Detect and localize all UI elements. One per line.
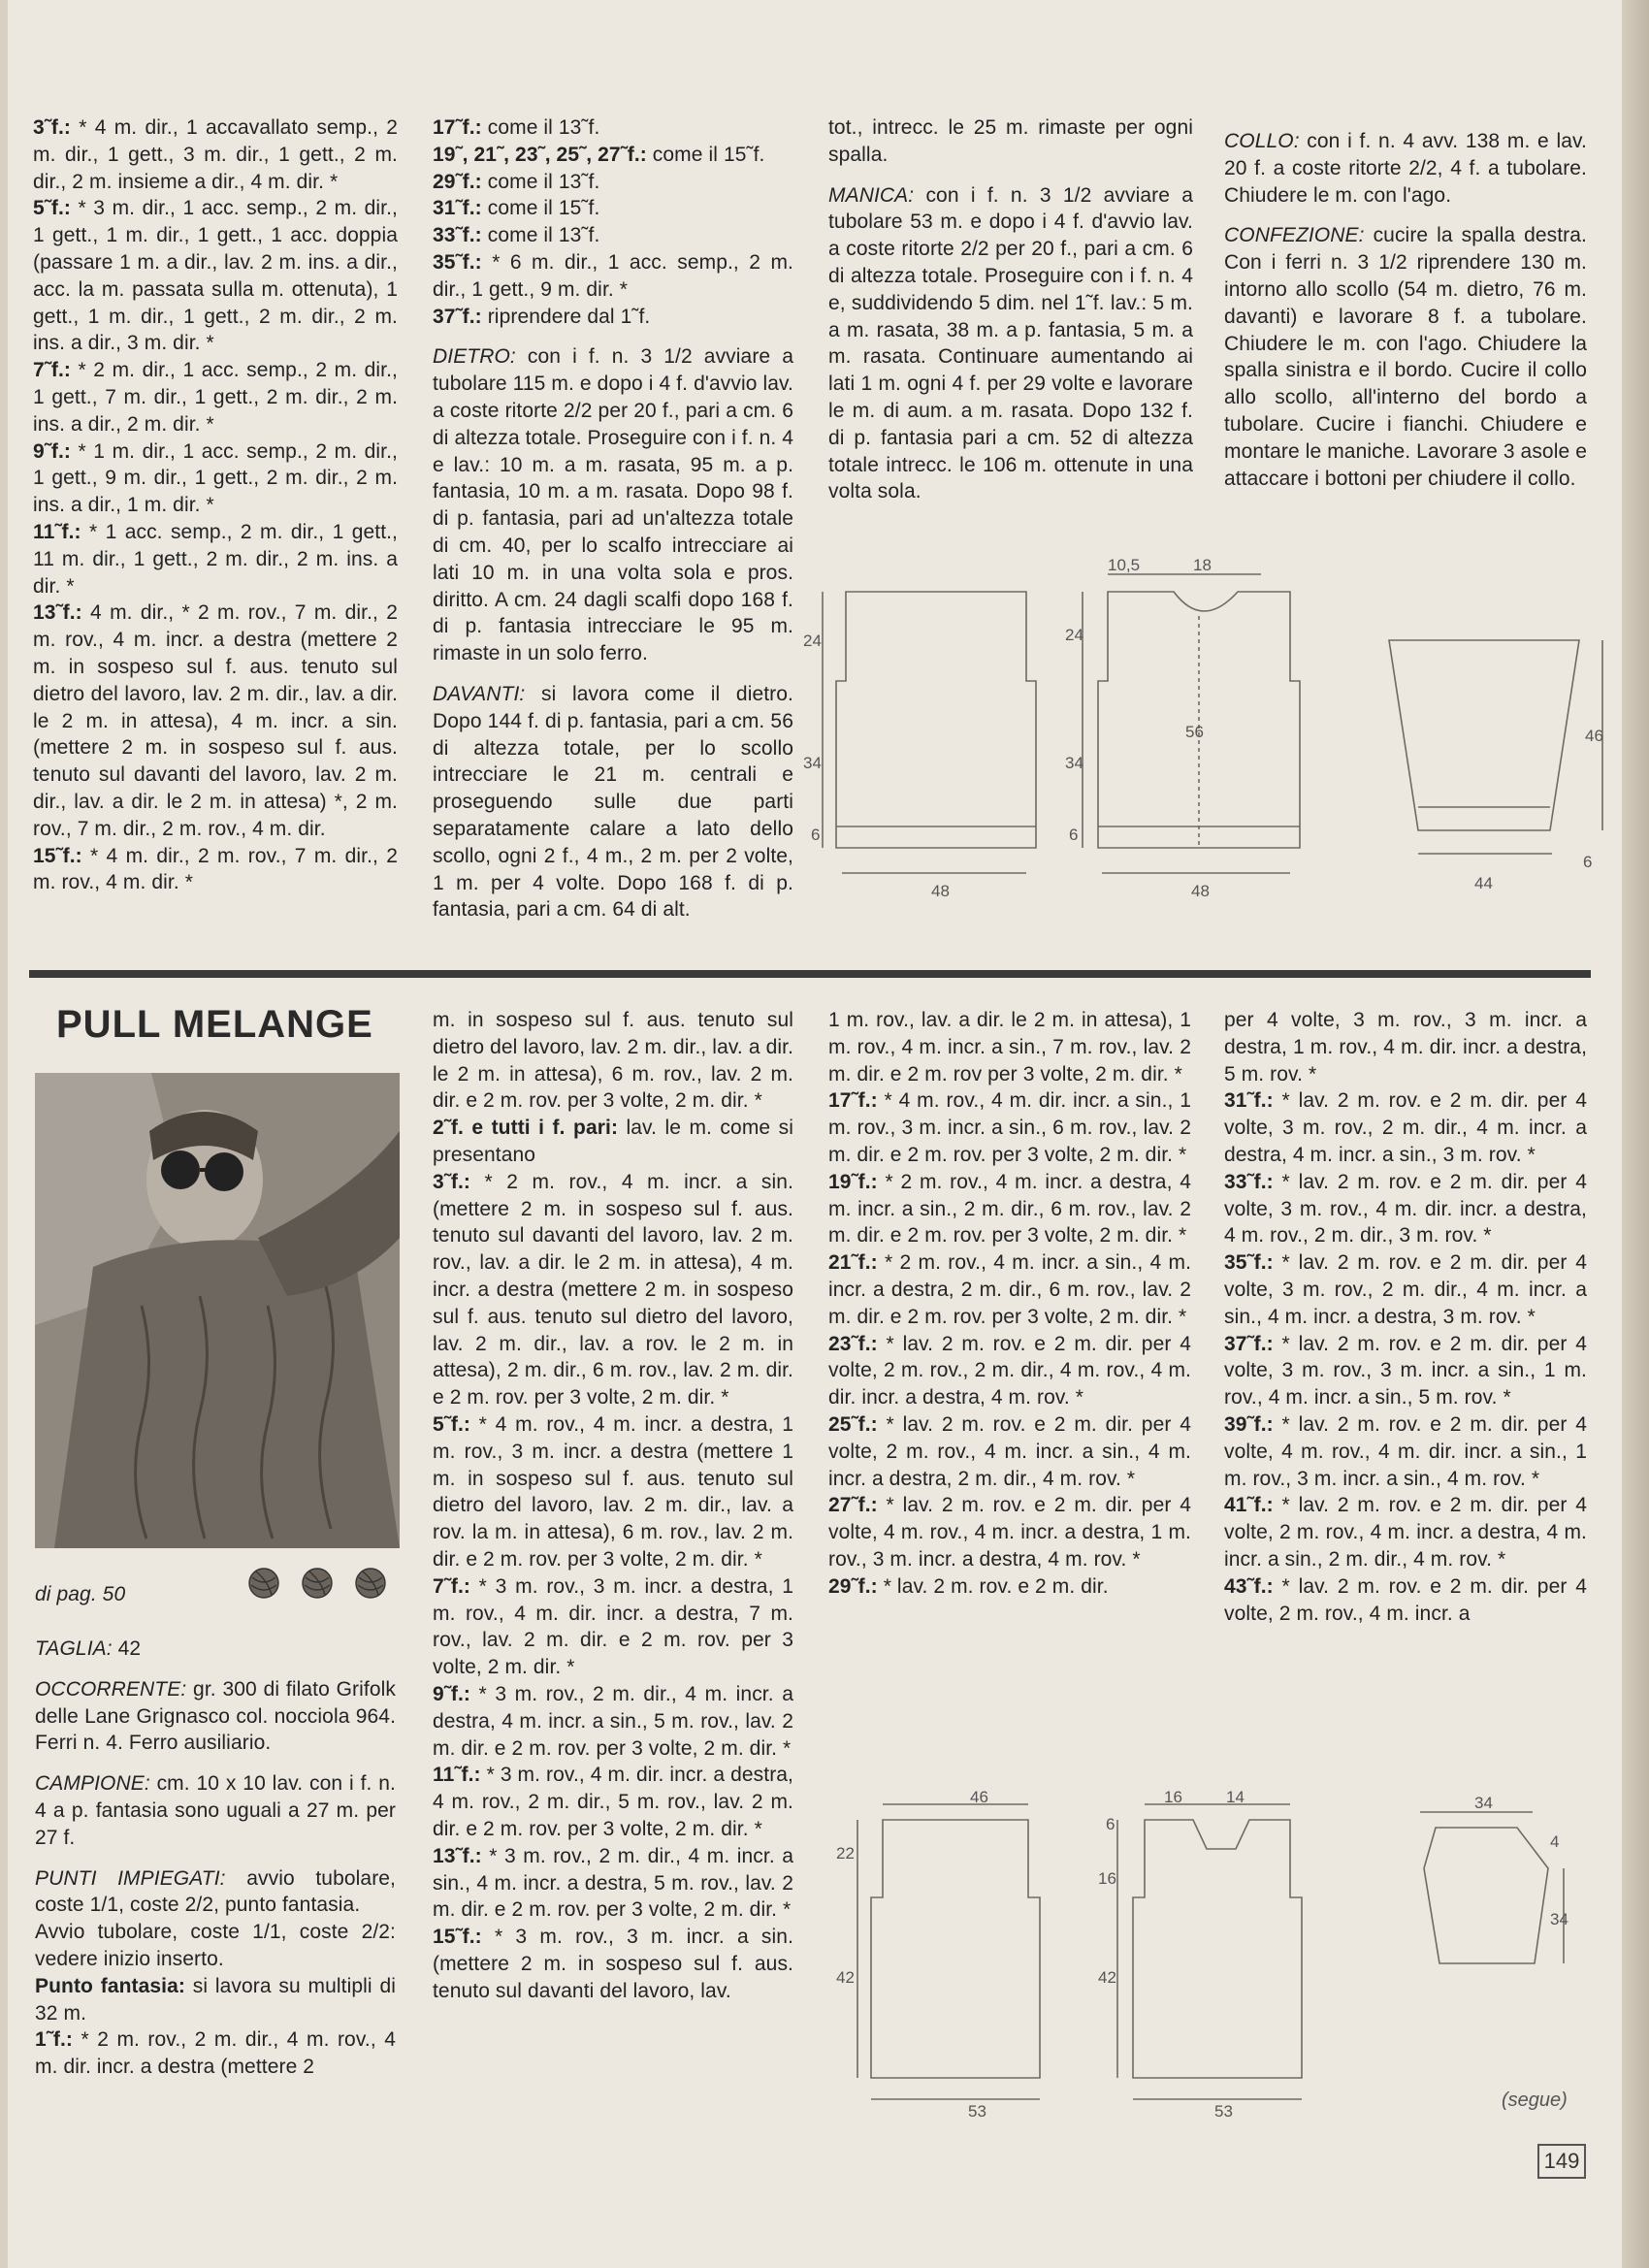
- col6-para: 9˜f.: * 3 m. rov., 2 m. dir., 4 m. incr. a destra, 4 m. incr. a sin., 5 m. rov., lav. 2 m. dir. e 2 m. rov. per 3 volte, 2 m. dir. *: [433, 1682, 793, 1760]
- back-top-w: 46: [970, 1788, 988, 1806]
- avvio: Avvio tubolare, coste 1/1, coste 2/2: vedere inizio inserto.: [35, 1921, 396, 1970]
- col7-para: 1 m. rov., lav. a dir. le 2 m. in attesa), 1 m. rov., 4 m. incr. a sin., 7 m. rov., lav. 2 m. dir. e 2 m. rov per 3 volte, 2 m. dir. *: [828, 1009, 1191, 1085]
- col6-para: 5˜f.: * 4 m. rov., 4 m. incr. a destra, 1 m. rov., 3 m. incr. a destra (mettere 1 m. in sospeso sul f. aus. tenuto sul dietro del lavoro, lav. 2 m. dir., lav. a rov. la m. in attesa), 6 m. rov., lav. 2 m. dir. e 2 m. rov. per 3 volte, 2 m. dir. *: [433, 1412, 793, 1571]
- sleeve-h3: 6: [1583, 853, 1593, 871]
- col7-para: 27˜f.: * lav. 2 m. rov. e 2 m. dir. per 4 volte, 4 m. rov., 4 m. incr. a destra, 1 m. rov., 3 m. incr. a destra, 4 m. rov. *: [828, 1494, 1191, 1571]
- col6-para: 13˜f.: * 3 m. rov., 2 m. dir., 4 m. incr. a sin., 4 m. incr. a destra, 5 m. rov., lav. 2 m. dir. e 2 m. rov. per 3 volte, 2 m. dir. *: [433, 1844, 793, 1922]
- col6-para: 11˜f.: * 3 m. rov., 4 m. dir. incr. a destra, 4 m. rov., 2 m. dir., 5 m. rov., lav. 2 m. dir. e 2 m. rov. per 3 volte, 2 m. dir. *: [433, 1764, 793, 1840]
- front-h1: 16: [1098, 1869, 1116, 1888]
- col8-para: 33˜f.: * lav. 2 m. rov. e 2 m. dir. per 4 volte, 3 m. rov., 4 m. dir. incr. a destra, 4 m. rov., 2 m. dir., 3 m. rov. *: [1224, 1170, 1587, 1247]
- col4-para: CONFEZIONE: cucire la spalla destra. Con i ferri n. 3 1/2 riprendere 130 m. intorno allo scollo (54 m. dietro, 76 m. davanti) e lavorare 8 f. a tubolare. Chiudere le m. con l'ago. Chiudere la spalla sinistra e il bordo. Cucire il collo allo scollo, all'interno del bordo a tubolare. Cucire i fianchi. Chiudere e montare le maniche. Lavorare 3 asole e attaccare i bottoni per chiudere il collo.: [1224, 224, 1587, 490]
- back-h2: 42: [836, 1968, 855, 1987]
- col2-para: DIETRO: con i f. n. 3 1/2 avviare a tubolare 115 m. e dopo i 4 f. d'avvio lav. a coste ritorte 2/2 per 20 f., pari a cm. 6 di altezza totale. Proseguire con i f. n. 4 e lav.: 10 m. a m. rasata, 95 m. a p. fantasia, 10 m. a m. rasata. Dopo 98 f. di p. fantasia, pari ad un'altezza totale di cm. 40, per lo scalfo intrecciare ai lati 10 m. in una volta sola e pros. diritto. A cm. 24 dagli scalfi dopo 168 f. di p. fantasia intrecciare le 95 m. rimaste in un solo ferro.: [433, 345, 794, 665]
- col2-para: 19˜, 21˜, 23˜, 25˜, 27˜f.: come il 15˜f.: [433, 143, 765, 166]
- col7-para: 29˜f.: * lav. 2 m. rov. e 2 m. dir.: [828, 1574, 1109, 1598]
- column-4: [1224, 114, 1587, 492]
- col8-para: 43˜f.: * lav. 2 m. rov. e 2 m. dir. per 4 volte, 2 m. rov., 4 m. incr. a: [1224, 1574, 1587, 1625]
- taglia: TAGLIA: 42: [35, 1637, 142, 1660]
- col1-para: 13˜f.: 4 m. dir., * 2 m. rov., 7 m. dir., 2 m. rov., 4 m. incr. a destra (mettere 2 m. in sospeso sul f. aus. tenuto sul dietro del lavoro, lav. 2 m. dir., lav. a dir. le 2 m. in attesa), 4 m. incr. a sin. (mettere 2 m. in sospeso sul f. aus. tenuto sul davanti del lavoro, lav. 2 m. dir., lav. a dir. le 2 m. in attesa) *, 2 m. rov., 7 m. dir., 2 m. rov., 4 m. dir.: [33, 601, 398, 840]
- front-top-right: 14: [1226, 1788, 1245, 1806]
- col2-para: 37˜f.: riprendere dal 1˜f.: [433, 305, 651, 328]
- col6-para: 15˜f.: * 3 m. rov., 3 m. incr. a sin. (mettere 2 m. in sospeso sul f. aus. tenuto sul davanti del lavoro, lav.: [433, 1926, 793, 2002]
- punto-fantasia: Punto fantasia: si lavora su multipli di 32 m.: [35, 1974, 396, 2025]
- col7-para: 17˜f.: * 4 m. rov., 4 m. dir. incr. a sin., 1 m. rov., 3 m. incr. a sin., 6 m. rov., lav. 2 m. dir. e 2 m. rov. per 3 volte, 2 m. dir. *: [828, 1089, 1191, 1166]
- col2-para: 33˜f.: come il 13˜f.: [433, 224, 600, 247]
- front-h1: 24: [1065, 626, 1083, 644]
- page-number: 149: [1537, 2144, 1586, 2179]
- column-7: [828, 1007, 1191, 1601]
- back-h3: 6: [811, 826, 821, 844]
- col8-para: per 4 volte, 3 m. rov., 3 m. incr. a destra, 1 m. rov., 4 m. dir. incr. a destra, 5 m. rov. *: [1224, 1009, 1587, 1085]
- continued-note: (segue): [1502, 2090, 1568, 2111]
- col2-para: 35˜f.: * 6 m. dir., 1 acc. semp., 2 m. dir., 1 gett., 9 m. dir. *: [433, 250, 793, 301]
- punti-impiegati: PUNTI IMPIEGATI: avvio tubolare, coste 1/1, coste 2/2, punto fantasia.: [35, 1866, 396, 1917]
- col8-para: 31˜f.: * lav. 2 m. rov. e 2 m. dir. per 4 volte, 3 m. rov., 2 m. dir., 4 m. incr. a destra, 4 m. incr. a sin., 3 m. rov. *: [1224, 1089, 1587, 1166]
- col6-para: m. in sospeso sul f. aus. tenuto sul dietro del lavoro, lav. 2 m. dir., lav. a dir. le 2 m. in attesa), 6 m. rov., lav. 2 m. dir. e 2 m. rov. per 3 volte, 2 m. dir. *: [433, 1009, 793, 1113]
- column-2: [433, 114, 793, 923]
- col6-para: 3˜f.: * 2 m. rov., 4 m. incr. a sin. (mettere 2 m. in sospeso sul f. aus. tenuto sul davanti del lavoro, lav. 2 m. rov., lav. a dir. le 2 m. in attesa), 4 m. incr. a destra (mettere 2 m. in sospeso sul f. aus. tenuto sul dietro del lavoro, lav. 2 m. dir., lav. a rov. le 2 m. in attesa), 2 m. dir., 6 m. rov., lav. 2 m. dir. e 2 m. rov. per 3 volte, 2 m. dir. *: [433, 1170, 793, 1409]
- col2-para: 17˜f.: come il 13˜f.: [433, 116, 600, 139]
- yarn-ball-icon: [249, 1569, 278, 1598]
- section-title: PULL MELANGE: [56, 1003, 373, 1046]
- front-center: 56: [1185, 723, 1204, 741]
- col2-para: 29˜f.: come il 13˜f.: [433, 170, 600, 193]
- column-5: [35, 1636, 396, 2081]
- front-top-left: 16: [1164, 1788, 1182, 1806]
- back-h1: 24: [803, 632, 822, 650]
- column-3: [828, 114, 1193, 505]
- source-ref: di pag. 50: [35, 1583, 126, 1605]
- col8-para: 35˜f.: * lav. 2 m. rov. e 2 m. dir. per 4 volte, 3 m. rov., 2 m. dir., 4 m. incr. a sin., 4 m. incr. a destra, 3 m. rov. *: [1224, 1251, 1587, 1328]
- col3-para: tot., intrecc. le 25 m. rimaste per ogni spalla.: [828, 116, 1193, 166]
- column-8: [1224, 1007, 1587, 1627]
- campione: CAMPIONE: cm. 10 x 10 lav. con i f. n. 4 a p. fantasia sono uguali a 27 m. per 27 f.: [35, 1772, 396, 1849]
- col2-para: 31˜f.: come il 15˜f.: [433, 197, 600, 220]
- column-1: [33, 114, 398, 896]
- row-1: 1˜f.: * 2 m. rov., 2 m. dir., 4 m. rov., 4 m. dir. incr. a destra (mettere 2: [35, 2028, 396, 2079]
- col3-para: MANICA: con i f. n. 3 1/2 avviare a tubolare 53 m. e dopo i 4 f. d'avvio lav. a coste ritorte 2/2 per 20 f., pari a cm. 6 di altezza totale. Proseguire con i f. n. 4 e, suddividendo 5 dim. nel 1˜f. lav.: 5 m. a m. rasata, 38 m. a p. fantasia, 5 m. a m. rasata. Continuare aumentando ai lati 1 m. ogni 4 f. per 29 volte e lavorare le m. di aum. a m. rasata. Dopo 132 f. di p. fantasia pari a cm. 52 di altezza totale intrecc. le 106 m. ottenute in una volta sola.: [828, 183, 1193, 503]
- back-w: 48: [931, 882, 950, 900]
- col2-para: DAVANTI: si lavora come il dietro. Dopo 144 f. di p. fantasia, pari a cm. 56 di altezza totale, per lo scollo intrecciare le 21 m. centrali e proseguendo sulle due parti separatamente calare a lato dello scollo, ogni 2 f., 4 m., 2 m. per 2 volte, 1 m. per 4 volte. Dopo 168 f. di p. fantasia, pari a cm. 64 di alt.: [433, 682, 793, 922]
- col7-para: 23˜f.: * lav. 2 m. rov. e 2 m. dir. per 4 volte, 2 m. rov., 2 m. dir., 4 m. rov., 4 m. dir. incr. a destra, 4 m. rov. *: [828, 1332, 1191, 1409]
- front-top-left: 10,5: [1108, 556, 1141, 574]
- front-w: 48: [1191, 882, 1210, 900]
- page-edge: [1622, 0, 1649, 2268]
- occorrente: OCCORRENTE: gr. 300 di filato Grifolk delle Lane Grignasco col. nocciola 964. Ferri n. 4. Ferro ausiliario.: [35, 1677, 396, 1755]
- front-h0: 6: [1106, 1815, 1116, 1833]
- col1-para: 15˜f.: * 4 m. dir., 2 m. rov., 7 m. dir., 2 m. rov., 4 m. dir. *: [33, 844, 398, 894]
- col7-para: 21˜f.: * 2 m. rov., 4 m. incr. a sin., 4 m. incr. a destra, 2 m. dir., 6 m. rov., lav. 2 m. dir. e 2 m. rov. per 3 volte, 2 m. dir. *: [828, 1251, 1191, 1328]
- col6-para: 7˜f.: * 3 m. rov., 3 m. incr. a destra, 1 m. rov., 4 m. dir. incr. a destra, 7 m. rov., lav. 2 m. dir. e 2 m. rov. per 3 volte, 2 m. dir. *: [433, 1574, 793, 1679]
- difficulty-icons: [242, 1564, 398, 1603]
- sleeve-top-w: 34: [1474, 1794, 1493, 1812]
- top-schematics: [795, 556, 1603, 912]
- col7-para: 19˜f.: * 2 m. rov., 4 m. incr. a destra, 4 m. incr. a sin., 2 m. dir., 6 m. rov., lav. 2 m. dir. e 2 m. rov. per 3 volte, 2 m. dir. *: [828, 1170, 1191, 1247]
- front-top-right: 18: [1193, 556, 1212, 574]
- back-w: 53: [968, 2102, 986, 2121]
- col6-para: 2˜f. e tutti i f. pari: lav. le m. come si presentano: [433, 1117, 793, 1166]
- front-w: 53: [1214, 2102, 1233, 2121]
- col8-para: 39˜f.: * lav. 2 m. rov. e 2 m. dir. per 4 volte, 4 m. rov., 4 m. dir. incr. a sin., 1 m. rov., 3 m. incr. a sin., 4 m. rov. *: [1224, 1412, 1587, 1490]
- yarn-ball-icon: [356, 1569, 385, 1598]
- sleeve-h0: 4: [1550, 1832, 1560, 1851]
- column-6: [433, 1007, 793, 2004]
- col8-para: 41˜f.: * lav. 2 m. rov. e 2 m. dir. per 4 volte, 2 m. rov., 4 m. incr. a destra, 4 m. incr. a sin., 2 m. dir., 4 m. rov. *: [1224, 1494, 1587, 1571]
- col7-para: 25˜f.: * lav. 2 m. rov. e 2 m. dir. per 4 volte, 2 m. rov., 4 m. incr. a sin., 4 m. incr. a destra, 2 m. dir., 4 m. rov. *: [828, 1412, 1191, 1490]
- section-divider: [29, 970, 1591, 978]
- front-h2: 34: [1065, 754, 1083, 772]
- model-photo: [35, 1073, 400, 1548]
- sleeve-w: 44: [1474, 874, 1493, 892]
- col1-para: 9˜f.: * 1 m. dir., 1 acc. semp., 2 m. dir., 1 gett., 9 m. dir., 1 gett., 2 m. dir., 2 m. ins. a dir., 1 m. dir. *: [33, 439, 398, 517]
- yarn-ball-icon: [303, 1569, 332, 1598]
- col1-para: 5˜f.: * 3 m. dir., 1 acc. semp., 2 m. dir., 1 gett., 1 m. dir., 1 gett., 1 acc. doppia (passare 1 m. a dir., lav. 2 m. ins. a dir., acc. la m. passata sulla m. ottenuta), 1 gett., 1 m. dir., 1 gett., 2 m. dir., 2 m. ins. a dir., 3 m. dir. *: [33, 197, 398, 355]
- sleeve-h: 46: [1585, 727, 1603, 745]
- front-h2: 42: [1098, 1968, 1116, 1987]
- back-h2: 34: [803, 754, 822, 772]
- col1-para: 7˜f.: * 2 m. dir., 1 acc. semp., 2 m. dir., 1 gett., 7 m. dir., 1 gett., 2 m. dir., 2 m. ins. a dir., 2 m. dir. *: [33, 359, 398, 436]
- col4-para: COLLO: con i f. n. 4 avv. 138 m. e lav. 20 f. a coste ritorte 2/2, 4 f. a tubolare. Chiudere le m. con l'ago.: [1224, 130, 1587, 207]
- col1-para: 3˜f.: * 4 m. dir., 1 accavallato semp., 2 m. dir., 1 gett., 3 m. dir., 1 gett., 2 m. dir., 2 m. insieme a dir., 4 m. dir. *: [33, 116, 398, 193]
- col1-para: 11˜f.: * 1 acc. semp., 2 m. dir., 1 gett., 11 m. dir., 1 gett., 2 m. dir., 2 m. ins. a dir. *: [33, 520, 398, 598]
- col8-para: 37˜f.: * lav. 2 m. rov. e 2 m. dir. per 4 volte, 3 m. rov., 3 m. incr. a sin., 1 m. rov., 4 m. incr. a sin., 5 m. rov. *: [1224, 1332, 1587, 1409]
- back-h1: 22: [836, 1844, 855, 1863]
- front-h3: 6: [1069, 826, 1079, 844]
- bottom-schematics: [834, 1788, 1591, 2121]
- sleeve-h: 34: [1550, 1910, 1568, 1928]
